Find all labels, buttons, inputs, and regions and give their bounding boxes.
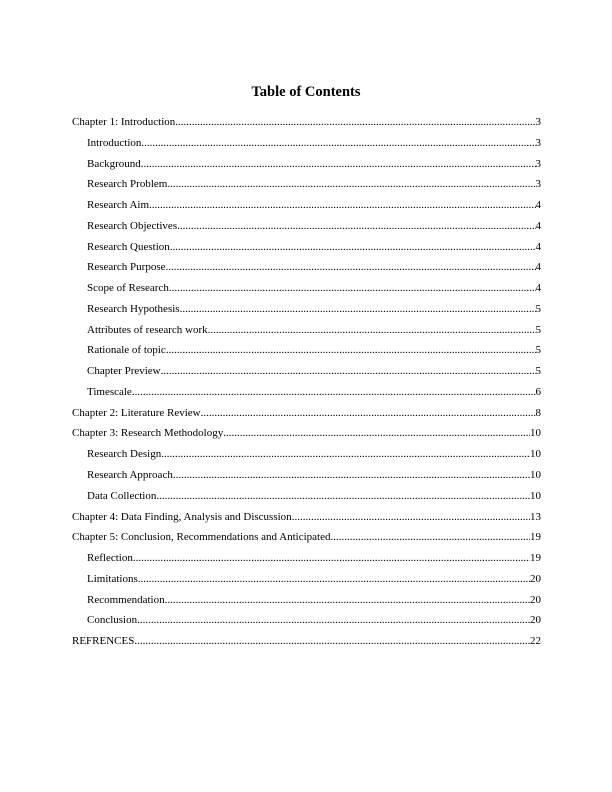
toc-entry-label: Research Objectives [87,219,178,232]
toc-entry[interactable] [72,465,541,486]
toc-entry-label: REFRENCES [72,635,135,648]
toc-entry-page-number: 20 [530,614,541,627]
toc-dot-leader [132,382,536,403]
toc-entry[interactable] [72,444,541,465]
toc-dot-leader [330,527,530,548]
toc-entry-label: Rationale of topic [87,344,166,357]
toc-entry-page-number: 4 [535,219,541,232]
toc-dot-leader [149,195,535,216]
toc-entry-page-number: 8 [535,406,541,419]
toc-entry[interactable] [72,507,541,528]
toc-entry[interactable] [72,257,541,278]
toc-entry-label: Chapter 5: Conclusion, Recommendations and Anticipated [72,531,331,544]
toc-entry-label: Limitations [87,572,138,585]
toc-dot-leader [156,486,530,507]
toc-dot-leader [177,216,535,237]
toc-entry[interactable] [72,237,541,258]
toc-entry-label: Research Purpose [87,261,166,274]
toc-entry-page-number: 20 [530,593,541,606]
toc-entry[interactable] [72,590,541,611]
toc-dot-leader [137,610,530,631]
toc-entry-label: Chapter Preview [87,365,161,378]
toc-dot-leader [180,299,536,320]
toc-entry-page-number: 20 [530,572,541,585]
toc-entry-label: Attributes of research work [87,323,208,336]
toc-entry-page-number: 13 [530,510,541,523]
toc-entry-label: Introduction [87,136,142,149]
toc-entry-label: Chapter 2: Literature Review [72,406,201,419]
toc-dot-leader [292,507,530,528]
toc-entry[interactable] [72,133,541,154]
toc-entry[interactable] [72,299,541,320]
toc-title: Table of Contents [251,84,361,100]
toc-entry[interactable] [72,112,541,133]
toc-entry[interactable] [72,569,541,590]
toc-entry-label: Reflection [87,552,133,565]
toc-entry-label: Research Problem [87,178,168,191]
toc-entry[interactable] [72,423,541,444]
toc-entry-page-number: 10 [530,469,541,482]
toc-entry-page-number: 19 [530,552,541,565]
toc-entry-label: Research Hypothesis [87,302,180,315]
toc-entry-label: Chapter 1: Introduction [72,116,176,128]
toc-entry[interactable] [72,382,541,403]
toc-dot-leader [141,133,535,154]
toc-dot-leader [170,237,536,258]
toc-dot-leader [134,631,530,652]
toc-entry[interactable] [72,631,541,652]
toc-entry-label: Research Aim [87,199,150,212]
toc-entry-page-number: 10 [530,427,541,440]
toc-entry-label: Recommendation [87,593,165,606]
toc-dot-leader [169,278,536,299]
toc-dot-leader [166,257,536,278]
toc-entry[interactable] [72,278,541,299]
toc-entry-page-number: 10 [530,448,541,461]
toc-entry[interactable] [72,340,541,361]
toc-dot-leader [141,154,536,175]
toc-entry-page-number: 5 [535,302,541,315]
toc-entry-page-number: 22 [530,635,541,648]
toc-entry-label: Chapter 4: Data Finding, Analysis and Discussion [72,510,292,523]
toc-entry[interactable] [72,361,541,382]
toc-entry-page-number: 4 [535,240,541,253]
toc-dot-leader [161,361,536,382]
toc-entry-page-number: 10 [530,489,541,502]
toc-entry-label: Research Design [87,448,162,461]
toc-entry[interactable] [72,154,541,175]
toc-dot-leader [223,423,530,444]
toc-entry-page-number: 3 [535,157,541,170]
toc-dot-leader [165,590,530,611]
toc-entry-page-number: 4 [535,282,541,295]
toc-entry-label: Timescale [87,385,132,398]
toc-dot-leader [201,403,536,424]
toc-entry-label: Scope of Research [87,282,169,295]
toc-entry-label: Data Collection [87,489,157,502]
toc-entry-page-number: 3 [535,116,541,128]
toc-dot-leader [133,548,530,569]
toc-entry-page-number: 4 [535,261,541,274]
toc-entry-page-number: 5 [535,344,541,357]
toc-dot-leader [175,112,535,133]
toc-dot-leader [173,465,530,486]
toc-dot-leader [167,174,535,195]
toc-entry-label: Background [87,157,141,170]
toc-dot-leader [166,340,536,361]
toc-entry[interactable] [72,548,541,569]
toc-entry-page-number: 3 [535,178,541,191]
toc-entry[interactable] [72,610,541,631]
toc-entry[interactable] [72,403,541,424]
toc-entry[interactable] [72,486,541,507]
toc-list [72,112,541,652]
toc-entry-page-number: 3 [535,136,541,149]
toc-dot-leader [208,320,536,341]
toc-entry-page-number: 19 [530,531,541,544]
toc-dot-leader [161,444,530,465]
toc-entry-page-number: 5 [535,323,541,336]
toc-entry-page-number: 6 [535,385,541,398]
toc-entry[interactable] [72,527,541,548]
toc-entry[interactable] [72,216,541,237]
toc-entry-label: Research Approach [87,469,173,482]
toc-entry[interactable] [72,174,541,195]
toc-entry-label: Research Question [87,240,170,253]
toc-entry[interactable] [72,195,541,216]
toc-entry-page-number: 5 [535,365,541,378]
toc-dot-leader [138,569,530,590]
toc-entry-label: Conclusion [87,614,138,627]
toc-entry[interactable] [72,320,541,341]
toc-entry-label: Chapter 3: Research Methodology [72,427,224,440]
toc-entry-page-number: 4 [535,199,541,212]
